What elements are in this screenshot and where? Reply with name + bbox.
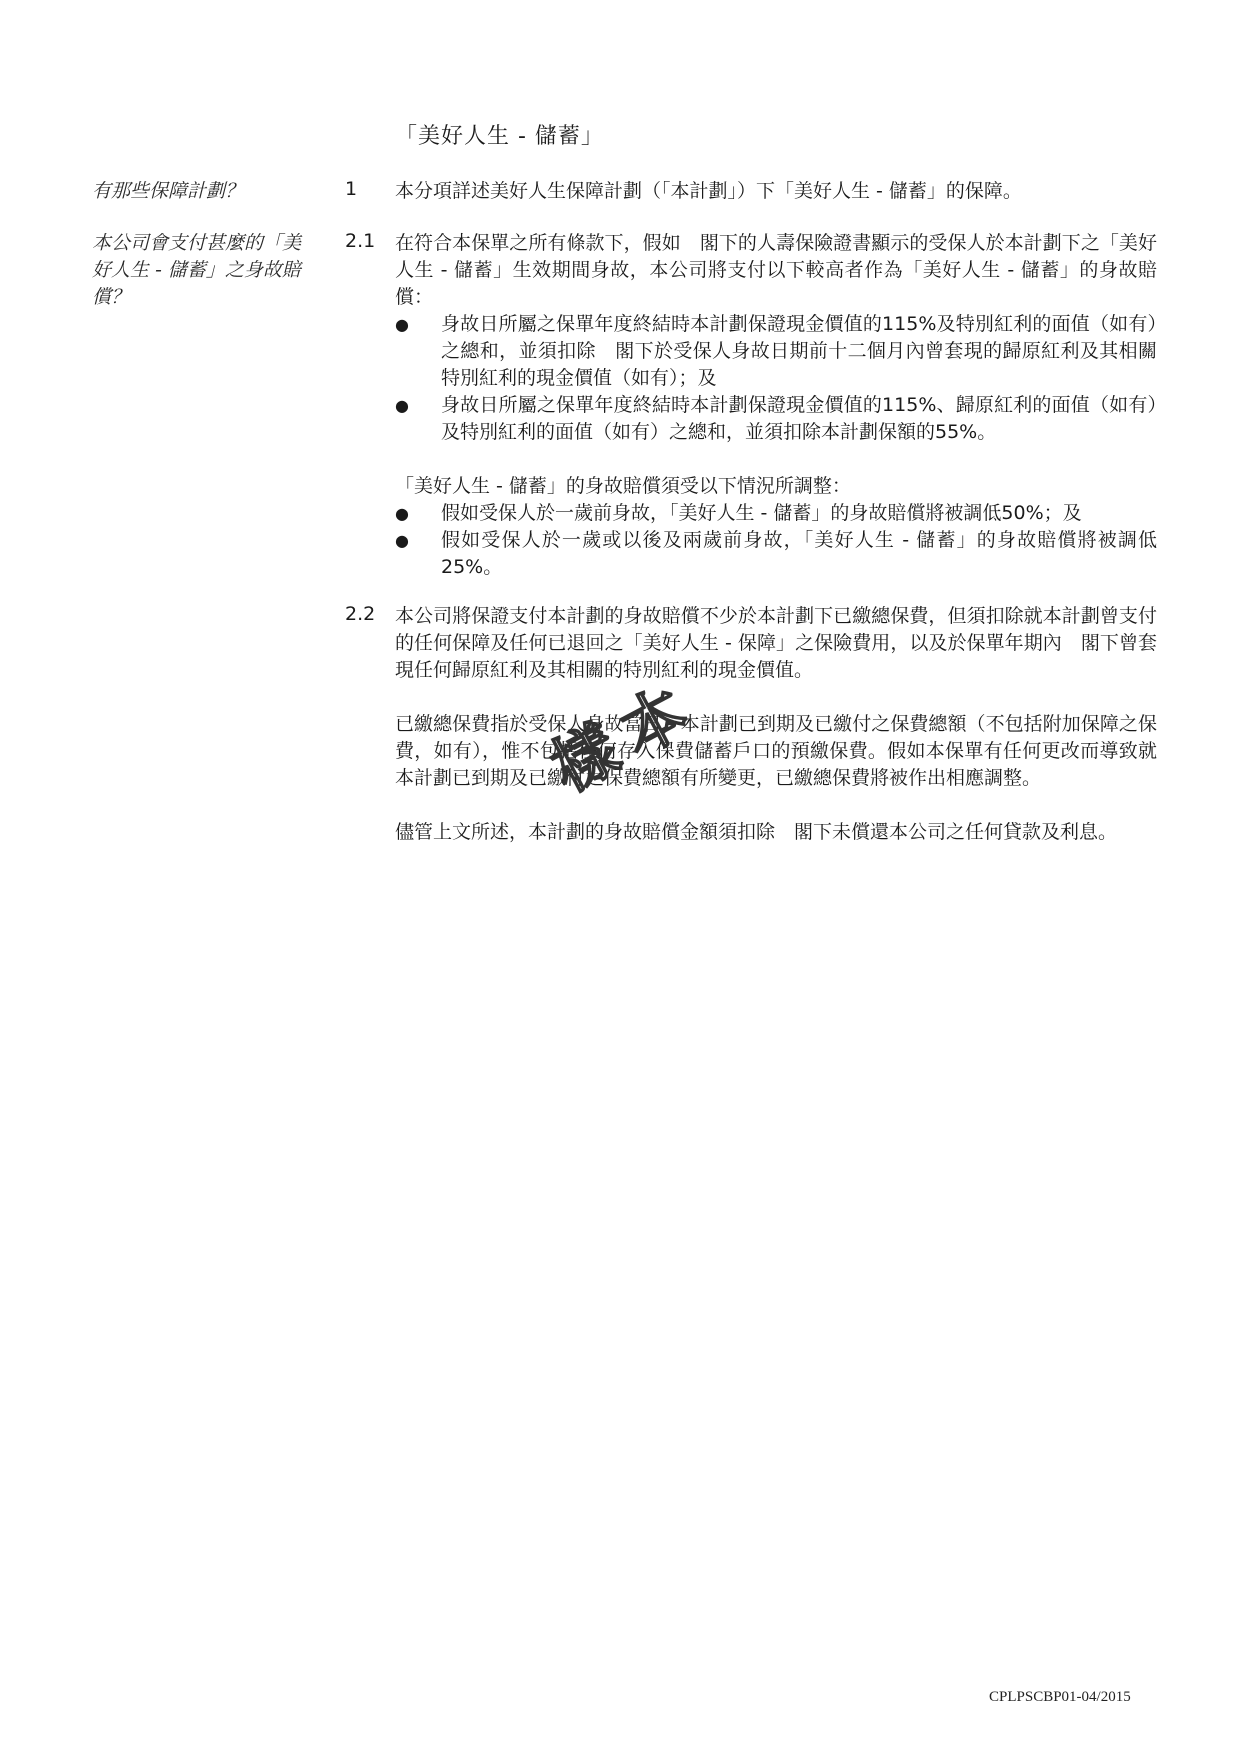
side-question-plans: 有那些保障計劃？ [92,180,245,202]
section-2-2-paragraph-3: 儘管上文所述，本計劃的身故賠償金額須扣除 閣下未償還本公司之任何貸款及利息。 [395,821,1118,843]
list-item [395,311,1157,392]
section-2-2 [395,603,1157,846]
benefit-bullet-list [395,311,1157,446]
bullet-text: 身故日所屬之保單年度終結時本計劃保證現金價值的115%、歸原紅利的面值（如有）及特別紅利的面值（如有）之總和，並須扣除本計劃保額的55%。 [441,394,1157,443]
section-number-1: 1 [345,178,358,200]
list-item [395,500,1157,527]
bullet-text: 假如受保人於一歲前身故，「美好人生 - 儲蓄」的身故賠償將被調低50%；及 [441,502,1082,524]
section-number-2-2: 2.2 [345,603,376,625]
list-item [395,527,1157,581]
watermark-text: 樣本 [540,668,713,807]
page-title: 「美好人生 - 儲蓄」 [395,124,604,149]
bullet-icon: ● [395,531,409,550]
list-item [395,392,1157,446]
section-1-paragraph: 本分項詳述美好人生保障計劃（「本計劃」）下「美好人生 - 儲蓄」的保障。 [395,180,1022,202]
section-number-2-1: 2.1 [345,230,376,252]
document-code: CPLPSCBP01-04/2015 [989,1689,1131,1705]
adjustment-intro: 「美好人生 - 儲蓄」的身故賠償須受以下情況所調整： [395,475,851,497]
section-2-1 [395,230,1157,581]
section-1-text [395,178,1157,205]
section-2-1-intro: 在符合本保單之所有條款下，假如 閣下的人壽保險證書顯示的受保人於本計劃下之「美好人生 - 儲蓄」生效期間身故，本公司將支付以下較高者作為「美好人生 - 儲蓄」的身故賠償： [395,232,1157,308]
bullet-text: 假如受保人於一歲或以後及兩歲前身故，「美好人生 - 儲蓄」的身故賠償將被調低25%。 [441,529,1157,578]
bullet-icon: ● [395,504,409,523]
bullet-icon: ● [395,396,409,415]
section-2-2-paragraph-2: 已繳總保費指於受保人身故當日，本計劃已到期及已繳付之保費總額（不包括附加保障之保費，如有），惟不包括任何存入保費儲蓄戶口的預繳保費。假如本保單有任何更改而導致就本計劃已到期及已繳付之保費總額有所變更，已繳總保費將被作出相應調整。 [395,713,1157,789]
bullet-icon: ● [395,315,409,334]
section-2-2-paragraph-1: 本公司將保證支付本計劃的身故賠償不少於本計劃下已繳總保費，但須扣除就本計劃曾支付的任何保障及任何已退回之「美好人生 - 保障」之保險費用，以及於保單年期內 閣下曾套現任何歸原紅利及其相關的特別紅利的現金價值。 [395,605,1157,681]
bullet-text: 身故日所屬之保單年度終結時本計劃保證現金價值的115%及特別紅利的面值（如有）之總和，並須扣除 閣下於受保人身故日期前十二個月內曾套現的歸原紅利及其相關特別紅利的現金價值（如有）；及 [441,313,1157,389]
adjustment-bullet-list [395,500,1157,581]
side-question-death-benefit: 本公司會支付甚麼的「美好人生 - 儲蓄」之身故賠償？ [92,232,302,308]
